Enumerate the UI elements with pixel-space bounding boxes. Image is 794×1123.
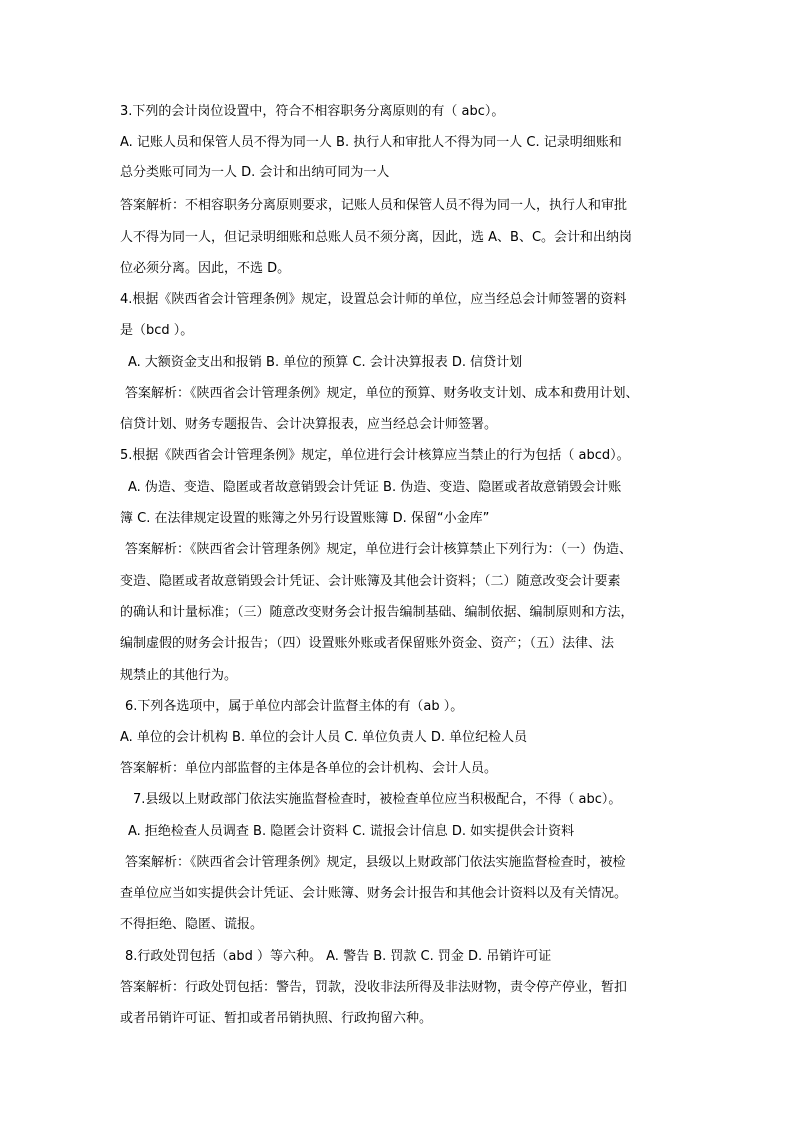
q5-answer-line-2: 变造、隐匿或者故意销毁会计凭证、会计账簿及其他会计资料；（二）随意改变会计要素	[120, 574, 621, 589]
q8-stem-and-options: 8.行政处罚包括（abd ）等六种。 A. 警告 B. 罚款 C. 罚金 D. 吊销许可证	[125, 949, 552, 964]
q4-options: A. 大额资金支出和报销 B. 单位的预算 C. 会计决算报表 D. 信贷计划	[128, 355, 523, 370]
q5-answer-line-5: 规禁止的其他行为。	[120, 668, 238, 683]
q8-answer-line-1: 答案解析：行政处罚包括：警告，罚款，没收非法所得及非法财物，责令停产停业，暂扣	[120, 980, 628, 995]
q6-answer: 答案解析：单位内部监督的主体是各单位的会计机构、会计人员。	[120, 761, 498, 776]
q3-answer-line-3: 位必须分离。因此，不选 D。	[120, 261, 291, 276]
q7-answer-line-3: 不得拒绝、隐匿、谎报。	[120, 917, 264, 932]
q5-options-line-1: A. 伪造、变造、隐匿或者故意销毁会计凭证 B. 伪造、变造、隐匿或者故意销毁会计账	[128, 480, 622, 495]
q3-answer-line-1: 答案解析：不相容职务分离原则要求，记账人员和保管人员不得为同一人，执行人和审批	[120, 198, 628, 213]
q4-stem-line-2: 是（bcd ）。	[120, 323, 194, 338]
q4-stem-line-1: 4.根据《陕西省会计管理条例》规定，设置总会计师的单位，应当经总会计师签署的资料	[120, 292, 627, 307]
q3-stem: 3.下列的会计岗位设置中，符合不相容职务分离原则的有（ abc）。	[120, 104, 505, 119]
q5-options-line-2: 簿 C. 在法律规定设置的账簿之外另行设置账簿 D. 保留“小金库”	[120, 511, 490, 526]
q5-answer-line-3: 的确认和计量标准；（三）随意改变财务会计报告编制基础、编制依据、编制原则和方法，	[120, 605, 634, 620]
q6-stem: 6.下列各选项中，属于单位内部会计监督主体的有（ab ）。	[125, 699, 464, 714]
q3-options-line-2: 总分类账可同为一人 D. 会计和出纳可同为一人	[120, 165, 390, 180]
q5-stem: 5.根据《陕西省会计管理条例》规定，单位进行会计核算应当禁止的行为包括（ abcd）。	[120, 448, 630, 463]
q7-stem: 7.县级以上财政部门依法实施监督检查时，被检查单位应当积极配合，不得（ abc）。	[133, 792, 622, 807]
q7-options: A. 拒绝检查人员调查 B. 隐匿会计资料 C. 谎报会计信息 D. 如实提供会计资料	[128, 824, 575, 839]
q7-answer-line-1: 答案解析：《陕西省会计管理条例》规定，县级以上财政部门依法实施监督检查时，被检	[125, 855, 626, 870]
q4-answer-line-2: 信贷计划、财务专题报告、会计决算报表，应当经总会计师签署。	[120, 417, 498, 432]
q4-answer-line-1: 答案解析：《陕西省会计管理条例》规定，单位的预算、财务收支计划、成本和费用计划、	[125, 386, 639, 401]
q6-options: A. 单位的会计机构 B. 单位的会计人员 C. 单位负责人 D. 单位纪检人员	[120, 730, 528, 745]
q3-options-line-1: A. 记账人员和保管人员不得为同一人 B. 执行人和审批人不得为同一人 C. 记录明细账和	[120, 135, 622, 150]
q5-answer-line-4: 编制虚假的财务会计报告；（四）设置账外账或者保留账外资金、资产；（五）法律、法	[120, 636, 615, 651]
q8-answer-line-2: 或者吊销许可证、暂扣或者吊销执照、行政拘留六种。	[120, 1011, 433, 1026]
q3-answer-line-2: 人不得为同一人，但记录明细账和总账人员不须分离，因此，选 A、B、C。会计和出纳岗	[120, 230, 633, 245]
q5-answer-line-1: 答案解析：《陕西省会计管理条例》规定，单位进行会计核算禁止下列行为：（一）伪造、	[125, 542, 633, 557]
q7-answer-line-2: 查单位应当如实提供会计凭证、会计账簿、财务会计报告和其他会计资料以及有关情况。	[120, 886, 628, 901]
